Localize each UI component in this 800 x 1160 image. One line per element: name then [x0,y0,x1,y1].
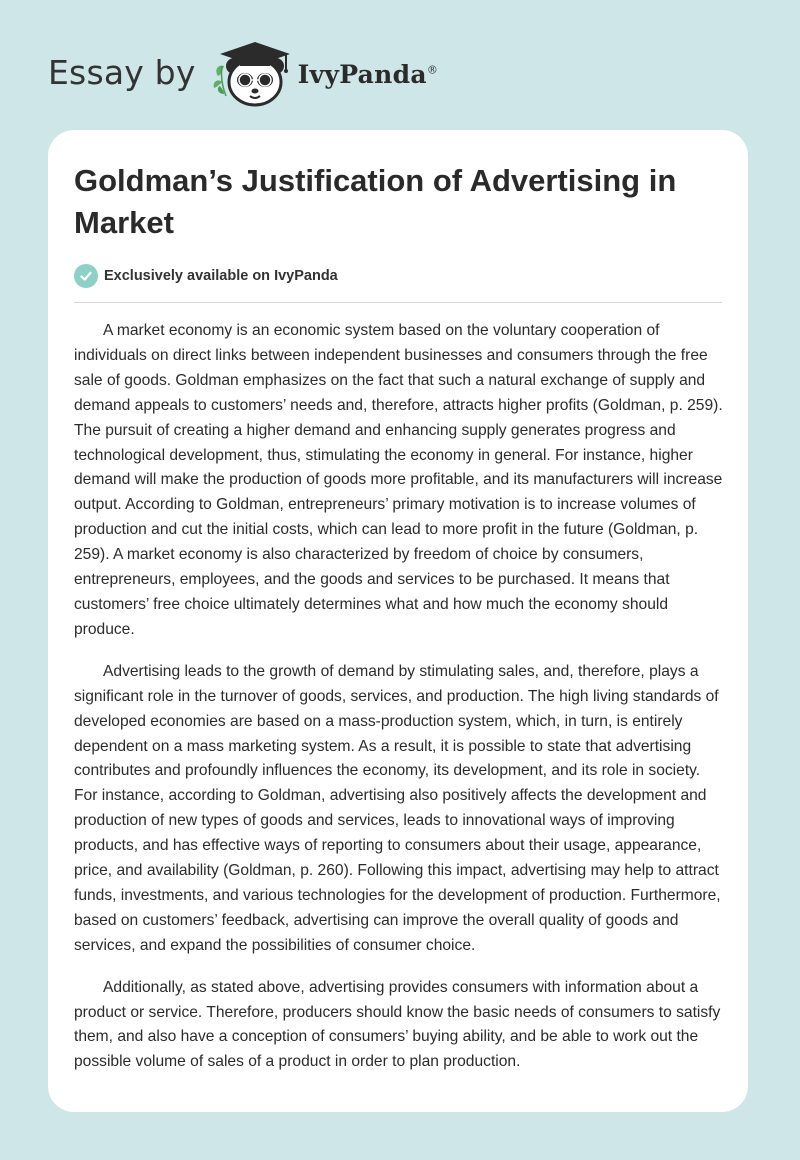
check-icon [74,264,98,288]
divider [74,302,722,303]
paragraph: Additionally, as stated above, advertising provides consumers with information about a product or service. Therefore, producers should know the basic needs of consumers to satisfy them, and also have a conception of consumers’ buying ability, and be able to work out the possible volume of sales of a product in order to plan production. [74,978,721,1071]
brand-name-text: IvyPanda [297,59,427,89]
paragraph: Advertising leads to the growth of demand by stimulating sales, and, therefore, plays a significant role in the turnover of goods, services, and production. The high living standards of developed economies are based on a mass-production system, which, in turn, is entirely dependent on a mass marketing system. As a result, it is possible to state that advertising contributes and profoundly influences the economy, its development, and its role in society. For instance, according to Goldman, advertising also positively affects the development and production of new types of goods and services, leads to innovational ways of improving products, and has effective ways of reporting to consumers about their usage, appearance, price, and availability (Goldman, p. 260). Following this impact, advertising may help to attract funds, investments, and various technologies for the development of production. Furthermore, based on customers’ feedback, advertising can improve the overall quality of goods and services, and expand the possibilities of consumer choice. [74,662,721,954]
essay-title: Goldman’s Justification of Advertising in Market [74,163,677,240]
registered-mark: ® [426,63,439,77]
exclusive-label: Exclusively available on IvyPanda [104,268,338,284]
essay-body [74,319,724,1092]
essay-card [48,130,748,1112]
paragraph: A market economy is an economic system based on the voluntary cooperation of individuals on direct links between independent businesses and consumers through the free sale of goods. Goldman emphasizes on the fact that such a natural exchange of supply and demand appeals to customers’ needs and, therefore, attracts higher profits (Goldman, p. 259). The pursuit of creating a higher demand and enhancing supply generates progress and technological development, thus, stimulating the economy in general. For instance, higher demand will make the production of goods more profitable, and its manufacturers will increase output. According to Goldman, entrepreneurs’ primary motivation is to increase volumes of production and cut the initial costs, which can lead to more profit in the future (Goldman, p. 259). A market economy is also characterized by freedom of choice by consumers, entrepreneurs, employees, and the goods and services to be purchased. It means that customers’ free choice ultimately determines what and how much the economy should produce. [74,322,723,638]
site-header [48,36,438,108]
essay-by-label: Essay by [48,52,196,92]
ivypanda-logo[interactable] [212,36,298,108]
ivypanda-brand-name[interactable] [298,60,439,89]
exclusive-badge [74,264,338,288]
